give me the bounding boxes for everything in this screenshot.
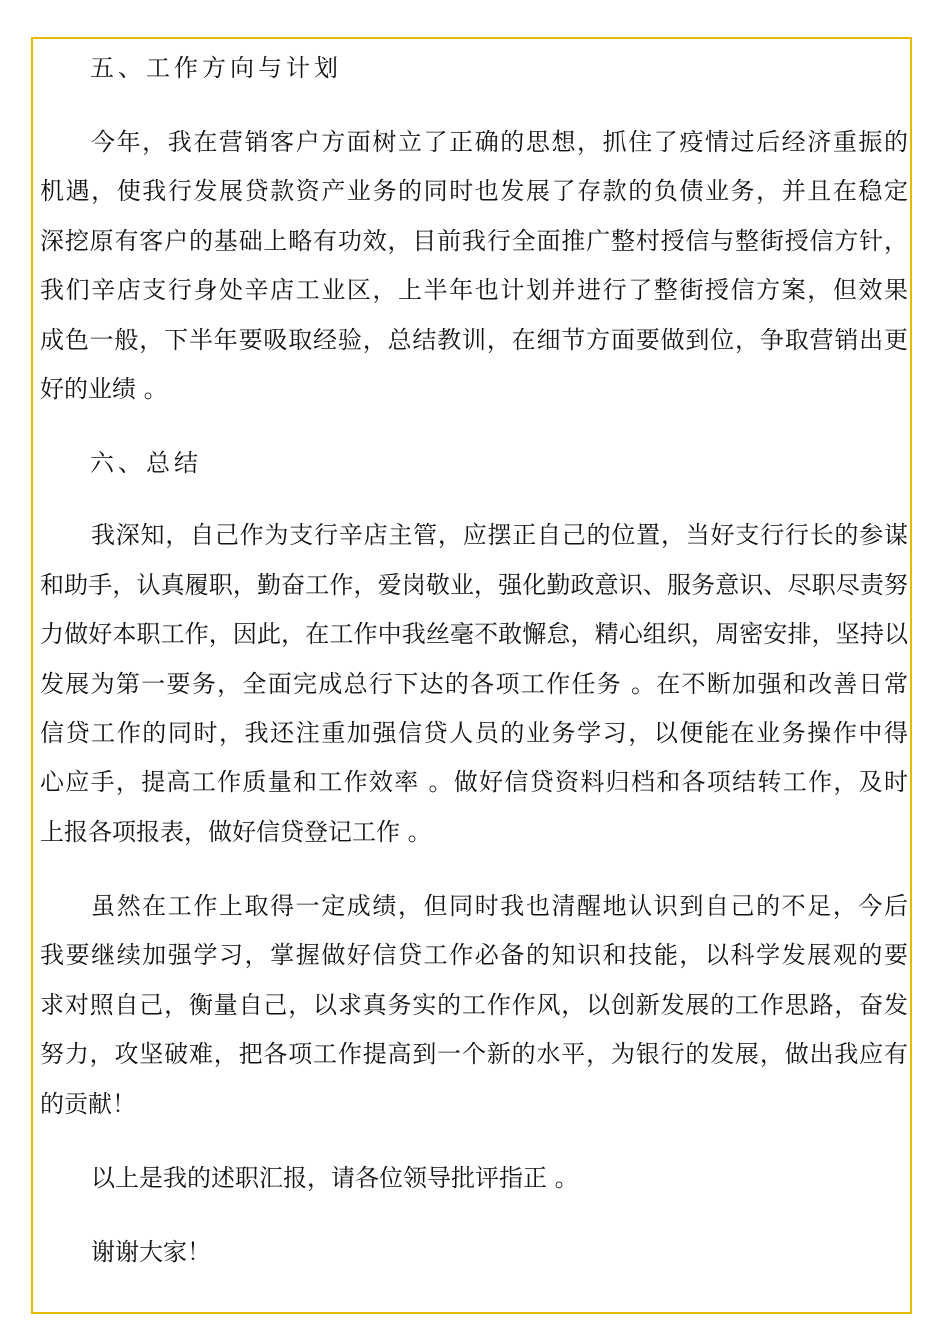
paragraph-line: 求对照自己，衡量自己，以求真务实的工作作风，以创新发展的工作思路，奋发 [40,990,908,1019]
paragraph-spacer [40,488,908,511]
paragraph-line: 好的业绩 。 [40,374,168,403]
section-heading-plan: 五、工作方向与计划 [90,54,342,82]
paragraph-line: 心应手，提高工作质量和工作效率 。做好信贷资料归档和各项结转工作，及时 [40,768,908,797]
paragraph-line: 发展为第一要务，全面完成总行下达的各项工作任务 。在不断加强和改善日常 [40,669,908,698]
paragraph-line: 虽然在工作上取得一定成绩，但同时我也清醒地认识到自己的不足，今后 [91,892,908,921]
paragraph-line: 我们辛店支行身处辛店工业区，上半年也计划并进行了整街授信方案，但效果 [40,276,908,305]
paragraph-spacer [40,414,908,439]
paragraph-spacer [40,1203,908,1228]
paragraph-spacer [40,1129,908,1154]
closing-line: 以上是我的述职汇报，请各位领导批评指正 。 [91,1164,579,1193]
section-heading-summary: 六、总结 [90,449,202,478]
paragraph-line: 我深知，自己作为支行辛店主管，应摆正自己的位置，当好支行行长的参谋 [91,521,908,550]
paragraph-line: 我要继续加强学习，掌握做好信贷工作必备的知识和技能，以科学发展观的要 [40,941,908,970]
paragraph-line: 深挖原有客户的基础上略有功效，目前我行全面推广整村授信与整街授信方针， [40,226,908,255]
paragraph-plan [40,118,908,414]
paragraph-closing [40,1154,908,1203]
document-body [40,44,908,1278]
paragraph-line: 今年，我在营销客户方面树立了正确的思想，抓住了疫情过后经济重振的 [91,128,908,156]
paragraph-summary-outlook [40,882,908,1129]
paragraph-line: 和助手，认真履职，勤奋工作，爱岗敬业，强化勤政意识、服务意识、尽职尽责努 [40,570,908,599]
paragraph-line: 的贡献！ [40,1089,136,1118]
paragraph-summary-duties [40,511,908,857]
paragraph-line: 信贷工作的同时，我还注重加强信贷人员的业务学习，以便能在业务操作中得 [40,718,908,747]
thanks-line: 谢谢大家！ [91,1238,211,1267]
paragraph-line: 成色一般，下半年要吸取经验，总结教训，在细节方面要做到位，争取营销出更 [40,325,908,354]
paragraph-spacer [40,857,908,882]
paragraph-spacer [40,93,908,118]
paragraph-line: 上报各项报表，做好信贷登记工作 。 [40,817,432,846]
paragraph-line: 力做好本职工作，因此，在工作中我丝毫不敢懈怠，精心组织，周密安排，坚持以 [40,620,908,649]
paragraph-line: 努力，攻坚破难，把各项工作提高到一个新的水平，为银行的发展，做出我应有 [40,1040,908,1069]
paragraph-line: 机遇，使我行发展贷款资产业务的同时也发展了存款的负债业务，并且在稳定 [40,177,908,206]
paragraph-thanks [40,1228,908,1277]
